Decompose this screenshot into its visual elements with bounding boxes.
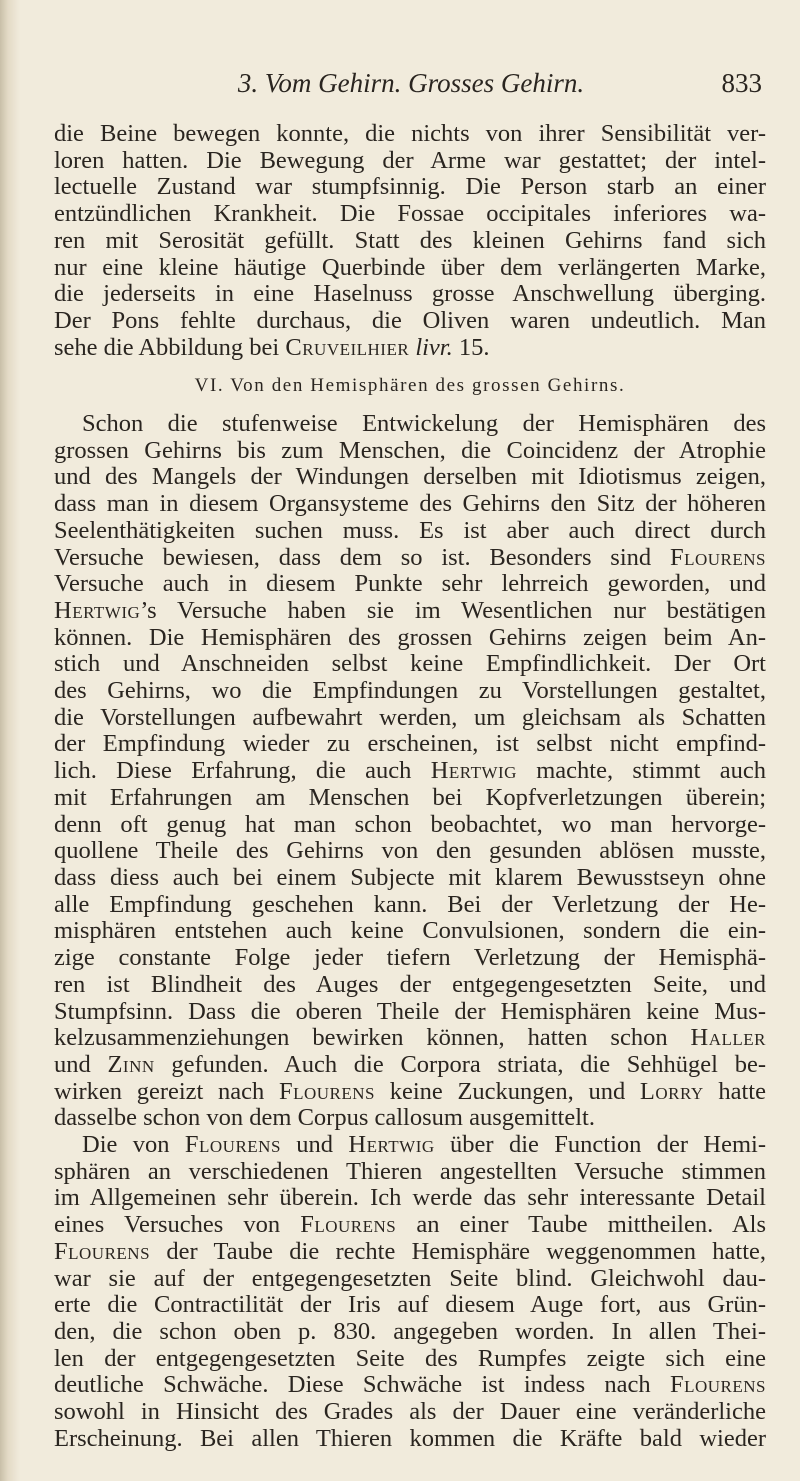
text-line: können. Die Hemisphären des grossen Gehirns zeigen beim An- xyxy=(54,623,766,651)
author-name: Flourens xyxy=(300,1211,397,1239)
text-line: Versuche auch in diesem Punkte sehr lehrreich geworden, und xyxy=(54,570,766,598)
text-line: die Vorstellungen aufbewahrt werden, um gleichsam als Schatten xyxy=(54,703,766,731)
text-line: lich. Diese Erfahrung, die auch Hertwig machte, stimmt auch xyxy=(54,757,766,785)
author-name: Flourens xyxy=(278,1077,376,1105)
text-line: ren mit Serosität gefüllt. Statt des kleinen Gehirns fand sich xyxy=(54,226,766,254)
text-line: kelzusammenziehungen bewirken können, hatten schon Haller xyxy=(54,1024,766,1052)
text-line: dass diess auch bei einem Subjecte mit klarem Bewusstseyn ohne xyxy=(54,863,766,891)
text-line: Stumpfsinn. Dass die oberen Theile der Hemisphären keine Mus- xyxy=(54,997,766,1025)
paragraph-2 xyxy=(54,411,766,1132)
author-name: Flourens xyxy=(184,1131,281,1159)
running-header xyxy=(60,68,762,102)
text-line: misphären entstehen auch keine Convulsionen, sondern die ein- xyxy=(54,917,766,945)
text-line: Erscheinung. Bei allen Thieren kommen die Kräfte bald wieder xyxy=(54,1424,766,1452)
text-line: sphären an verschiedenen Thieren angestellten Versuche stimmen xyxy=(54,1157,766,1185)
paragraph-3 xyxy=(54,1132,766,1452)
text-line: Seelenthätigkeiten suchen muss. Es ist aber auch direct durch xyxy=(54,516,766,544)
text-line: grossen Gehirns bis zum Menschen, die Coincidenz der Atrophie xyxy=(54,436,766,464)
text-line: denn oft genug hat man schon beobachtet, wo man hervorge- xyxy=(54,810,766,838)
text-line: mit Erfahrungen am Menschen bei Kopfverletzungen überein; xyxy=(54,783,766,811)
text-line: Der Pons fehlte durchaus, die Oliven waren undeutlich. Man xyxy=(54,306,766,334)
text-line: eines Versuches von Flourens an einer Taube mittheilen. Als xyxy=(54,1211,766,1239)
text-line: len der entgegengesetzten Seite des Rumpfes zeigte sich eine xyxy=(54,1344,766,1372)
text-line: sowohl in Hinsicht des Grades als der Dauer eine veränderliche xyxy=(54,1398,766,1426)
section-heading: VI. Von den Hemisphären des grossen Gehirns. xyxy=(194,375,626,397)
author-name: Hertwig xyxy=(430,757,517,785)
text-line: und Zinn gefunden. Auch die Corpora striata, die Sehhügel be- xyxy=(54,1050,766,1078)
text-line: im Allgemeinen sehr überein. Ich werde das sehr interessante Detail xyxy=(54,1184,766,1212)
text-line: wirken gereizt nach Flourens keine Zuckungen, und Lorry hatte xyxy=(54,1077,766,1105)
text-line: und des Mangels der Windungen derselben mit Idiotismus zeigen, xyxy=(54,463,766,491)
header-title: 3. Vom Gehirn. Grosses Gehirn. xyxy=(237,68,585,98)
paragraph-1 xyxy=(54,121,766,361)
author-name: Haller xyxy=(690,1024,766,1052)
author-name: Flourens xyxy=(669,543,766,571)
text-line: quollene Theile des Gehirns von den gesunden ablösen musste, xyxy=(54,837,766,865)
author-name: Flourens xyxy=(54,1237,151,1265)
text-line: Schon die stufenweise Entwickelung der Hemisphären des xyxy=(82,410,766,438)
text-line: Versuche bewiesen, dass dem so ist. Besonders sind Flourens xyxy=(54,543,766,571)
author-name: Flourens xyxy=(669,1371,766,1399)
text-line: alle Empfindung geschehen kann. Bei der Verletzung der He- xyxy=(54,890,766,918)
text-line: deutliche Schwäche. Diese Schwäche ist indess nach Flourens xyxy=(54,1371,766,1399)
text-line: die jederseits in eine Haselnuss grosse Anschwellung überging. xyxy=(54,280,766,308)
text-line: erte die Contractilität der Iris auf diesem Auge fort, aus Grün- xyxy=(54,1291,766,1319)
text-line: entzündlichen Krankheit. Die Fossae occipitales inferiores wa- xyxy=(54,200,766,228)
text-line: loren hatten. Die Bewegung der Arme war gestattet; der intel- xyxy=(54,146,766,174)
text-line: die Beine bewegen konnte, die nichts von ihrer Sensibilität ver- xyxy=(54,120,766,147)
author-name: Hertwig xyxy=(54,596,141,624)
text-line: Die von Flourens und Hertwig über die Function der Hemi- xyxy=(82,1131,766,1159)
text-line: stich und Anschneiden selbst keine Empfindlichkeit. Der Ort xyxy=(54,650,766,678)
page-edge-shadow xyxy=(0,0,20,1481)
body-text xyxy=(54,121,766,1452)
text-line: war sie auf der entgegengesetzten Seite blind. Gleichwohl dau- xyxy=(54,1264,766,1292)
author-name: Zinn xyxy=(107,1050,155,1078)
author-name: Lorry xyxy=(639,1077,704,1105)
text-line: zige constante Folge jeder tiefern Verletzung der Hemisphä- xyxy=(54,944,766,972)
text-line: ren ist Blindheit des Auges der entgegengesetzten Seite, und xyxy=(54,970,766,998)
author-name: Hertwig xyxy=(348,1131,435,1159)
text-line: Flourens der Taube die rechte Hemisphäre weggenommen hatte, xyxy=(54,1237,766,1265)
page-number: 833 xyxy=(721,68,762,98)
text-line: Hertwig’s Versuche haben sie im Wesentlichen nur bestätigen xyxy=(54,596,766,624)
text-line: den, die schon oben p. 830. angegeben worden. In allen Thei- xyxy=(54,1317,766,1345)
text-line: dass man in diesem Organsysteme des Gehirns den Sitz der höheren xyxy=(54,490,766,518)
reference-abbrev: livr. xyxy=(415,333,453,361)
text-line: der Empfindung wieder zu erscheinen, ist selbst nicht empfind- xyxy=(54,730,766,758)
author-name: Cruveilhier xyxy=(285,333,410,361)
text-line: sehe die Abbildung bei Cruveilhier livr. 15. xyxy=(54,333,490,361)
text-line: des Gehirns, wo die Empfindungen zu Vorstellungen gestaltet, xyxy=(54,677,766,705)
text-line: lectuelle Zustand war stumpfsinnig. Die Person starb an einer xyxy=(54,173,766,201)
text-line: dasselbe schon von dem Corpus callosum ausgemittelt. xyxy=(54,1104,595,1132)
text-line: nur eine kleine häutige Querbinde über dem verlängerten Marke, xyxy=(54,253,766,281)
